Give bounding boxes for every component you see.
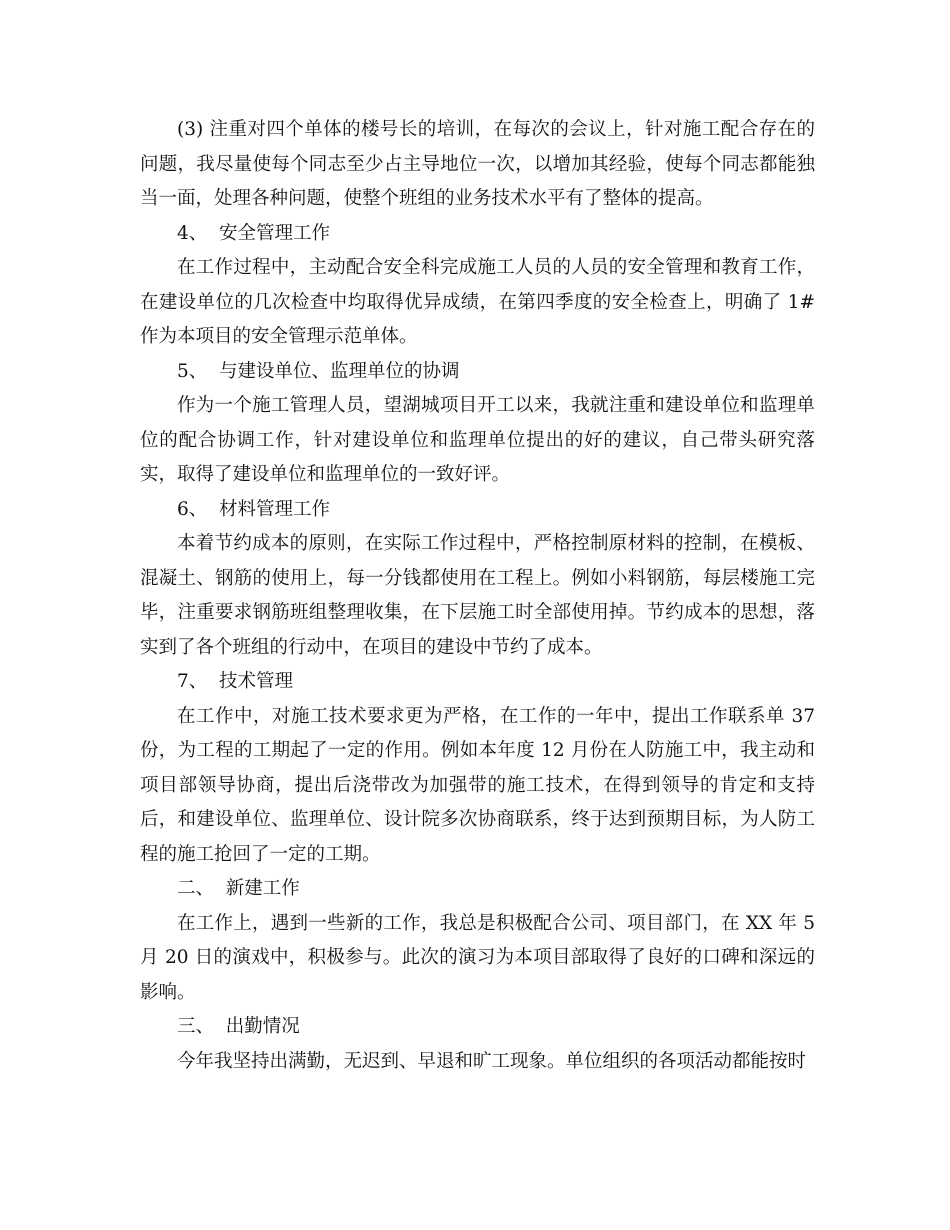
heading-technical-management: 7、 技术管理	[177, 671, 294, 692]
paragraph-safety-management: 在工作过程中，主动配合安全科完成施工人员的人员的安全管理和教育工作，在建设单位的几次检查中均取得优异成绩，在第四季度的安全检查上，明确了 1#作为本项目的安全管理示范单体。	[140, 257, 815, 347]
paragraph-new-work: 在工作上，遇到一些新的工作，我总是积极配合公司、项目部门，在 XX 年 5月 20 日的演戏中，积极参与。此次的演习为本项目部取得了良好的口碑和深远的影响。	[140, 912, 815, 1003]
paragraph-training: (3) 注重对四个单体的楼号长的培训，在每次的会议上，针对施工配合存在的问题，我尽量使每个同志至少占主导地位一次，以增加其经验，使每个同志都能独当一面，处理各种问题，使整个班组的业务技术水平有了整体的提高。	[140, 119, 815, 209]
paragraph-coordination: 作为一个施工管理人员，望湖城项目开工以来，我就注重和建设单位和监理单位的配合协调工作，针对建设单位和监理单位提出的好的建议，自己带头研究落实，取得了建设单位和监理单位的一致好评。	[140, 395, 815, 485]
heading-safety-management: 4、 安全管理工作	[177, 222, 331, 244]
heading-new-work: 二、 新建工作	[177, 878, 300, 899]
heading-attendance: 三、 出勤情况	[177, 1016, 300, 1037]
paragraph-material-management: 本着节约成本的原则，在实际工作过程中，严格控制原材料的控制，在模板、混凝土、钢筋的使用上，每一分钱都使用在工程上。例如小料钢筋，每层楼施工完毕，注重要求钢筋班组整理收集，在下层施工时全部使用掉。节约成本的思想，落实到了各个班组的行动中，在项目的建设中节约了成本。	[140, 533, 815, 658]
heading-coordination: 5、 与建设单位、监理单位的协调	[177, 360, 460, 382]
paragraph-technical-management: 在工作中，对施工技术要求更为严格，在工作的一年中，提出工作联系单 37份，为工程的工期起了一定的作用。例如本年度 12 月份在人防施工中，我主动和项目部领导协商，提出后浇带改为加强带的施工技术，在得到领导的肯定和支持后，和建设单位、监理单位、设计院多次协商联系，终于达到预期目标，为人防工程的施工抢回了一定的工期。	[140, 705, 815, 865]
document-body	[140, 113, 815, 1079]
heading-material-management: 6、 材料管理工作	[177, 498, 331, 520]
paragraph-attendance: 今年我坚持出满勤，无迟到、早退和旷工现象。单位组织的各项活动都能按时	[177, 1050, 807, 1072]
